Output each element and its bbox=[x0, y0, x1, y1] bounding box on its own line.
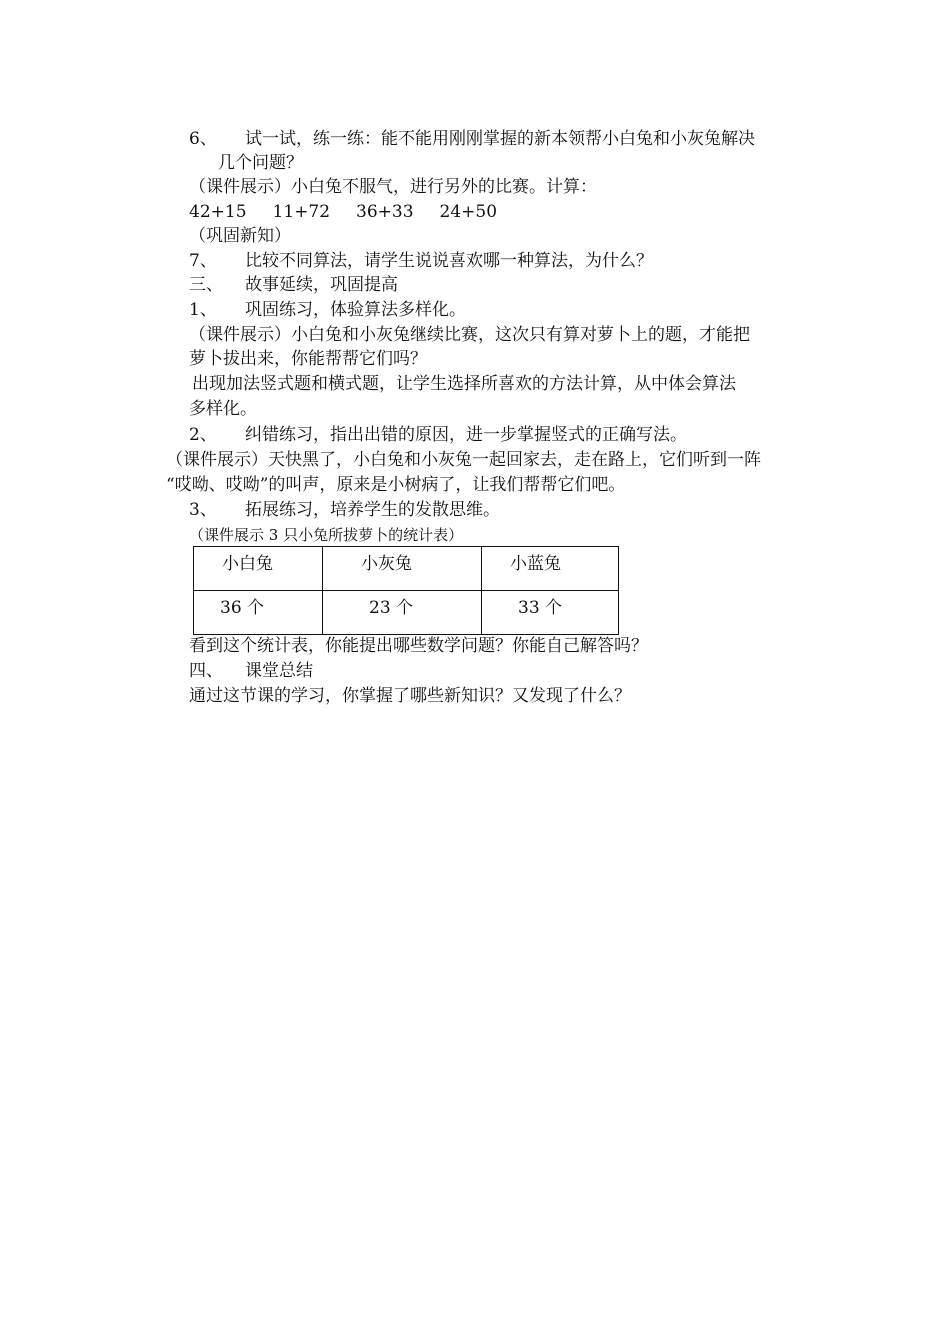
item-number: 7、 bbox=[189, 251, 217, 271]
paragraph-line: 几个问题？ bbox=[218, 153, 303, 173]
table-caption: （课件展示 3 只小兔所拔萝卜的统计表） bbox=[189, 526, 464, 544]
paragraph-line: （课件展示）天快黑了，小白兔和小灰兔一起回家去，走在路上，它们听到一阵 bbox=[166, 450, 761, 470]
item-2 bbox=[189, 424, 687, 446]
table-cell bbox=[323, 547, 482, 591]
paragraph-line: （课件展示）小白兔不服气，进行另外的比赛。计算： bbox=[189, 177, 597, 197]
table-cell bbox=[482, 547, 619, 591]
section-title: 课堂总结 bbox=[245, 661, 313, 681]
table-value: 23 个 bbox=[369, 598, 414, 618]
item-7 bbox=[189, 250, 653, 272]
paragraph-line: 通过这节课的学习，你掌握了哪些新知识？又发现了什么？ bbox=[189, 686, 631, 706]
item-number: 6、 bbox=[189, 129, 217, 149]
table-cell bbox=[194, 547, 323, 591]
table-value: 36 个 bbox=[220, 598, 265, 618]
calculation: 24+50 bbox=[439, 202, 498, 222]
paragraph-line: 看到这个统计表，你能提出哪些数学问题？你能自己解答吗？ bbox=[189, 636, 648, 656]
item-number: 2、 bbox=[189, 425, 217, 445]
table-row bbox=[194, 547, 619, 591]
item-text: 拓展练习，培养学生的发散思维。 bbox=[245, 500, 500, 520]
item-text: 比较不同算法，请学生说说喜欢哪一种算法，为什么？ bbox=[245, 251, 653, 271]
paragraph-line: “哎呦、哎呦”的叫声，原来是小树病了，让我们帮帮它们吧。 bbox=[166, 475, 626, 495]
section-number: 四、 bbox=[189, 661, 223, 681]
paragraph-line: （巩固新知） bbox=[189, 226, 291, 246]
calculation: 42+15 bbox=[189, 202, 247, 222]
table-cell bbox=[323, 591, 482, 635]
paragraph-line: 出现加法竖式题和横式题，让学生选择所喜欢的方法计算，从中体会算法 bbox=[192, 374, 736, 394]
section-heading-3 bbox=[189, 274, 398, 296]
table-header: 小白兔 bbox=[222, 554, 273, 574]
section-heading-4 bbox=[189, 660, 313, 682]
item-text: 试一试，练一练：能不能用刚刚掌握的新本领帮小白兔和小灰兔解决 bbox=[245, 129, 755, 149]
item-text: 纠错练习，指出出错的原因，进一步掌握竖式的正确写法。 bbox=[245, 425, 687, 445]
item-number: 3、 bbox=[189, 500, 217, 520]
item-6 bbox=[189, 128, 755, 150]
item-1 bbox=[189, 299, 466, 321]
calculation: 11+72 bbox=[272, 202, 331, 222]
calculation: 36+33 bbox=[356, 202, 414, 222]
table-row bbox=[194, 591, 619, 635]
table-header: 小蓝兔 bbox=[510, 554, 561, 574]
calculation-row bbox=[189, 201, 523, 223]
table-cell bbox=[482, 591, 619, 635]
table-value: 33 个 bbox=[518, 598, 563, 618]
statistics-table bbox=[193, 546, 619, 635]
table-header: 小灰兔 bbox=[361, 554, 412, 574]
paragraph-line: 萝卜拔出来，你能帮帮它们吗？ bbox=[189, 349, 427, 369]
table-cell bbox=[194, 591, 323, 635]
item-number: 1、 bbox=[189, 300, 217, 320]
section-title: 故事延续，巩固提高 bbox=[245, 275, 398, 295]
paragraph-line: （课件展示）小白兔和小灰兔继续比赛，这次只有算对萝卜上的题，才能把 bbox=[189, 325, 750, 345]
item-3 bbox=[189, 499, 500, 521]
item-text: 巩固练习，体验算法多样化。 bbox=[245, 300, 466, 320]
section-number: 三、 bbox=[189, 275, 223, 295]
paragraph-line: 多样化。 bbox=[189, 399, 257, 419]
